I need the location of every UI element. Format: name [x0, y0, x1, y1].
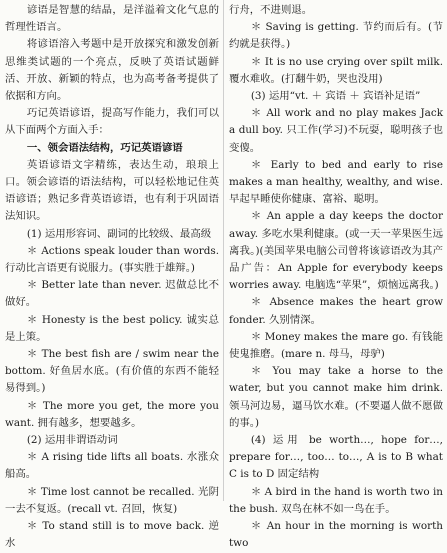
right-paragraph: ＊ A bird in the hand is worth two in the bush. 双鸟在林不如一鸟在手。: [229, 485, 443, 515]
left-paragraph: 英语谚语文字精练，表达生动，琅琅上口。领会谚语的语法结构，可以轻松地记住英语谚语；熟记多背英语谚语，也有利于巩固语法知识。: [5, 158, 219, 223]
right-paragraph: ＊ Money makes the mare go. 有钱能使鬼推磨。(mare n. 母马，母驴): [229, 330, 443, 361]
left-paragraph: 一、领会语法结构，巧记英语谚语: [26, 141, 183, 154]
left-paragraph: (1) 运用形容词、副词的比较级、最高级: [26, 227, 212, 240]
right-paragraph: ＊ All work and no play makes Jack a dull boy. 只工作(学习)不玩耍，聪明孩子也变傻。: [229, 107, 443, 154]
right-paragraph: (3) 运用“vt. ＋ 宾语 ＋ 宾语补足语”: [250, 90, 421, 103]
right-paragraph: 行舟，不进则退。: [229, 4, 313, 16]
column-divider: [223, 0, 224, 501]
left-paragraph: ＊ A rising tide lifts all boats. 水涨众船高。: [5, 451, 219, 481]
right-paragraph: ＊ An apple a day keeps the doctor away. 多吃水果利健康。(或一天一苹果医生远离我。)(美国苹果电脑公司曾将该谚语改为其产品广告：An Apple for everybody keeps worries away. 电脑选“苹果”，烦恼远离我。): [229, 210, 443, 292]
right-paragraph: (4) 运用 be worth…, hope for…, prepare for…, too… to…, A is to B what C is to D 固定结构: [229, 434, 443, 481]
right-column: [229, 2, 443, 553]
right-paragraph: ＊ Early to bed and early to rise makes a man healthy, wealthy, and wise. 早起早睡使你健康、富裕、聪明。: [229, 158, 443, 206]
left-paragraph: ＊ Honesty is the best policy. 诚实总是上策。: [5, 313, 219, 343]
right-paragraph: ＊ An hour in the morning is worth two: [229, 520, 443, 550]
left-paragraph: (2) 运用非谓语动词: [26, 434, 118, 447]
left-paragraph: ＊ To stand still is to move back. 逆水: [5, 520, 219, 550]
right-paragraph: ＊ Absence makes the heart grow fonder. 久别情深。: [229, 296, 443, 326]
left-column: [5, 2, 219, 553]
left-paragraph: ＊ Actions speak louder than words. 行动比言语更有说服力。(事实胜于雄辩。): [5, 244, 219, 275]
right-paragraph: ＊ It is no use crying over spilt milk. 覆水难收。(打翻牛奶，哭也没用): [229, 55, 443, 85]
left-paragraph: ＊ The best fish are / swim near the bottom. 好鱼居水底。(有价值的东西不能轻易得到。): [5, 348, 219, 395]
left-paragraph: 将谚语溶入考题中是开放探究和激发创新思维类试题的一个亮点，反映了英语试题鲜活、开放、新颖的特点，也为高考备考提供了依据和方向。: [5, 38, 219, 103]
left-paragraph: ＊ Better late than never. 迟做总比不做好。: [5, 279, 219, 309]
right-paragraph: ＊ Saving is getting. 节约而后有。(节约就是获得。): [229, 21, 443, 51]
right-paragraph: ＊ You may take a horse to the water, but you cannot make him drink. 领马河边易，逼马饮水难。(不要逼人做不愿做的事。): [229, 365, 443, 429]
left-paragraph: 巧记英语谚语，提高写作能力，我们可以从下面两个方面入手：: [5, 107, 219, 137]
left-paragraph: 谚语是智慧的结晶，是洋溢着文化气息的哲理性语言。: [5, 4, 219, 34]
left-paragraph: ＊ The more you get, the more you want. 拥有越多，想要越多。: [5, 399, 219, 429]
left-paragraph: ＊ Time lost cannot be recalled. 光阴一去不复返。(recall vt. 召回，恢复): [5, 485, 219, 515]
